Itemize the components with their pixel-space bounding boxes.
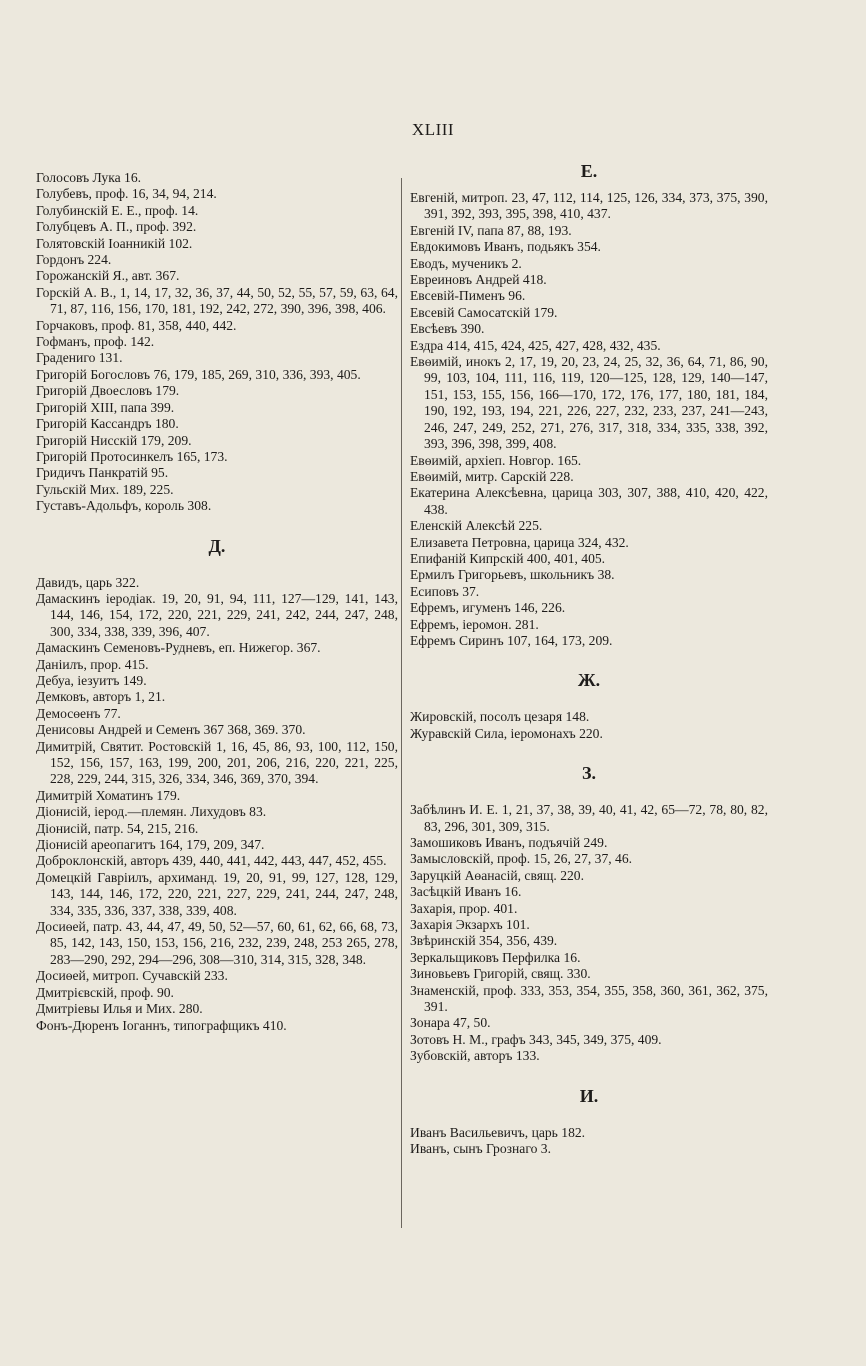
section-letter-heading: И. xyxy=(579,1085,599,1106)
index-entry: Засѣцкій Иванъ 16. xyxy=(410,884,522,900)
index-entry: Звѣринскій 354, 356, 439. xyxy=(410,933,558,949)
index-entry: Демосѳенъ 77. xyxy=(36,705,121,721)
index-entry: Даніилъ, прор. 415. xyxy=(36,656,149,672)
index-entry: Григорій Богословъ 76, 179, 185, 269, 310, 336, 393, 405. xyxy=(36,366,361,382)
index-entry: Дамаскинъ Семеновъ-Рудневъ, еп. Нижегор. 367. xyxy=(36,640,321,656)
index-entry: Дамаскинъ іеродіак. 19, 20, 91, 94, 111, 127—129, 141, 143, 144, 146, 154, 172, 220, 221, 229, 241, 242, 244, 247, 248, 300, 334, 338, 339, 396, 407. xyxy=(36,590,398,639)
index-entry: Ефремъ, іеромон. 281. xyxy=(410,616,539,632)
index-entry: Евгеній, митроп. 23, 47, 112, 114, 125, 126, 334, 373, 375, 390, 391, 392, 393, 395, 398, 410, 437. xyxy=(410,190,768,222)
index-entry: Григорій Нисскій 179, 209. xyxy=(36,432,192,448)
index-entry: Евѳимій, архіеп. Новгор. 165. xyxy=(410,452,582,468)
index-entry: Есиповъ 37. xyxy=(410,583,480,599)
index-entry: Журавскій Сила, іеромонахъ 220. xyxy=(410,725,603,741)
index-entry: Діонисій ареопагитъ 164, 179, 209, 347. xyxy=(36,837,265,853)
index-entry: Дмитрієвскій, проф. 90. xyxy=(36,984,174,1000)
index-entry: Ермилъ Григорьевъ, школьникъ 38. xyxy=(410,567,615,583)
index-entry: Григорій XIII, папа 399. xyxy=(36,399,175,415)
index-entry: Градениго 131. xyxy=(36,350,123,366)
index-entry: Давидъ, царь 322. xyxy=(36,574,140,590)
index-entry: Епифаній Кипрскій 400, 401, 405. xyxy=(410,550,606,566)
index-entry: Ефремъ, игуменъ 146, 226. xyxy=(410,600,566,616)
index-entry: Жировскій, посолъ цезаря 148. xyxy=(410,709,590,725)
index-entry: Екатерина Алексѣевна, царица 303, 307, 388, 410, 420, 422, 438. xyxy=(410,485,768,517)
index-entry: Евѳимій, митр. Сарскій 228. xyxy=(410,468,574,484)
index-column-right xyxy=(410,161,768,1158)
index-entry: Демковъ, авторъ 1, 21. xyxy=(36,689,166,705)
index-entry: Евѳимій, инокъ 2, 17, 19, 20, 23, 24, 25, 32, 36, 64, 71, 86, 90, 99, 103, 104, 111, 116, 119, 120—125, 128, 129, 140—147, 151, 153, 155, 156, 166—170, 172, 176, 177, 180, 181, 184, 190, 192, 193, 194, 221, 226, 227, 232, 233, 237, 241—243, 246, 247, 249, 252, 271, 276, 317, 318, 334, 335, 338, 392, 393, 396, 398, 399, 408. xyxy=(410,354,768,452)
index-entry: Григорій Двоесловъ 179. xyxy=(36,383,180,399)
index-entry: Діонисій, іерод.—племян. Лихудовъ 83. xyxy=(36,804,267,820)
index-entry: Гофманъ, проф. 142. xyxy=(36,334,155,350)
index-entry: Димитрій, Святит. Ростовскій 1, 16, 45, 86, 93, 100, 112, 150, 152, 156, 157, 163, 199, 200, 201, 206, 216, 220, 221, 225, 228, 229, 244, 315, 326, 334, 346, 369, 370, 394. xyxy=(36,738,398,787)
index-entry: Гордонъ 224. xyxy=(36,252,112,268)
index-entry: Замошиковъ Иванъ, подъячій 249. xyxy=(410,835,608,850)
index-entry: Заруцкій Аѳанасій, свящ. 220. xyxy=(410,867,585,883)
index-entry: Домецкій Гавріилъ, архиманд. 19, 20, 91, 99, 127, 128, 129, 143, 144, 146, 172, 220, 221, 227, 229, 241, 244, 247, 248, 334, 335, 336, 337, 338, 339, 408. xyxy=(36,869,398,918)
index-entry: Захарія, прор. 401. xyxy=(410,900,518,916)
index-entry: Голятовскій Іоанникій 102. xyxy=(36,235,193,251)
index-entry: Фонъ-Дюренъ Іоганнъ, типографщикъ 410. xyxy=(36,1017,287,1033)
index-entry: Забѣлинъ И. Е. 1, 21, 37, 38, 39, 40, 41, 42, 65—72, 78, 80, 82, 83, 296, 301, 309, 315. xyxy=(410,802,768,834)
index-entry: Замысловскій, проф. 15, 26, 27, 37, 46. xyxy=(410,851,633,867)
index-entry: Дмитріевы Илья и Мих. 280. xyxy=(36,1001,203,1017)
index-entry: Евгеній IV, папа 87, 88, 193. xyxy=(410,222,572,238)
index-entry: Евсевій Самосатскій 179. xyxy=(410,304,558,320)
index-entry: Горожанскій Я., авт. 367. xyxy=(36,268,180,284)
index-entry: Голубцевъ А. П., проф. 392. xyxy=(36,219,197,235)
section-letter-heading: З. xyxy=(581,763,596,784)
page-number: XLIII xyxy=(411,120,455,139)
index-entry: Иванъ Васильевичъ, царь 182. xyxy=(410,1124,586,1140)
section-letter-heading: Ж. xyxy=(577,670,601,691)
index-entry: Горчаковъ, проф. 81, 358, 440, 442. xyxy=(36,317,237,333)
column-divider xyxy=(401,178,402,1228)
index-entry: Зиновьевъ Григорій, свящ. 330. xyxy=(410,966,591,982)
index-entry: Ефремъ Сиринъ 107, 164, 173, 209. xyxy=(410,632,613,648)
index-entry: Горскій А. В., 1, 14, 17, 32, 36, 37, 44, 50, 52, 55, 57, 59, 63, 64, 71, 87, 116, 156, 170, 181, 192, 242, 272, 390, 396, 398, 406. xyxy=(36,284,398,317)
index-entry: Григорій Протосинкелъ 165, 173. xyxy=(36,448,228,464)
index-entry: Голосовъ Лука 16. xyxy=(36,170,142,185)
index-entry: Ездра 414, 415, 424, 425, 427, 428, 432, 435. xyxy=(410,337,661,353)
index-entry: Зонара 47, 50. xyxy=(410,1015,491,1031)
index-entry: Діонисій, патр. 54, 215, 216. xyxy=(36,820,199,836)
index-entry: Досиѳей, патр. 43, 44, 47, 49, 50, 52—57, 60, 61, 62, 66, 68, 73, 85, 142, 143, 150, 153, 156, 216, 232, 239, 248, 253 265, 278, 283—290, 292, 294—296, 308—310, 314, 315, 328, 348. xyxy=(36,919,398,967)
index-entry: Знаменскій, проф. 333, 353, 354, 355, 358, 360, 361, 362, 375, 391. xyxy=(410,982,768,1015)
index-entry: Голубинскій Е. Е., проф. 14. xyxy=(36,202,199,218)
index-entry: Густавъ-Адольфъ, король 308. xyxy=(36,498,212,514)
index-entry: Еводъ, мученикъ 2. xyxy=(410,255,522,271)
index-entry: Доброклонскій, авторъ 439, 440, 441, 442, 443, 447, 452, 455. xyxy=(36,853,387,869)
section-letter-heading: Д. xyxy=(208,535,226,556)
index-entry: Гульскій Мих. 189, 225. xyxy=(36,481,174,497)
index-entry: Евсевій-Пименъ 96. xyxy=(410,288,526,304)
index-entry: Евсѣевъ 390. xyxy=(410,321,485,337)
index-entry: Елизавета Петровна, царица 324, 432. xyxy=(410,534,629,550)
index-entry: Дебуа, іезуитъ 149. xyxy=(36,672,147,688)
index-column-left xyxy=(36,170,398,1034)
index-entry: Захарія Экзархъ 101. xyxy=(410,917,530,933)
index-entry: Гридичъ Панкратій 95. xyxy=(36,465,169,481)
index-entry: Денисовы Андрей и Семенъ 367 368, 369. 370. xyxy=(36,722,306,738)
index-entry: Димитрій Хоматинъ 179. xyxy=(36,787,181,803)
section-letter-heading: Е. xyxy=(580,161,598,181)
index-entry: Голубевъ, проф. 16, 34, 94, 214. xyxy=(36,186,217,202)
index-entry: Григорій Кассандръ 180. xyxy=(36,416,179,432)
index-entry: Зеркальщиковъ Перфилка 16. xyxy=(410,949,581,965)
index-entry: Иванъ, сынъ Грознаго 3. xyxy=(410,1141,551,1157)
index-entry: Еленскій Алексѣй 225. xyxy=(410,518,543,534)
index-entry: Евреиновъ Андрей 418. xyxy=(410,272,547,288)
index-entry: Евдокимовъ Иванъ, подьякъ 354. xyxy=(410,239,601,255)
index-entry: Зотовъ Н. М., графъ 343, 345, 349, 375, 409. xyxy=(410,1031,662,1047)
index-entry: Зубовскій, авторъ 133. xyxy=(410,1048,540,1064)
index-entry: Досиѳей, митроп. Сучавскій 233. xyxy=(36,968,228,984)
